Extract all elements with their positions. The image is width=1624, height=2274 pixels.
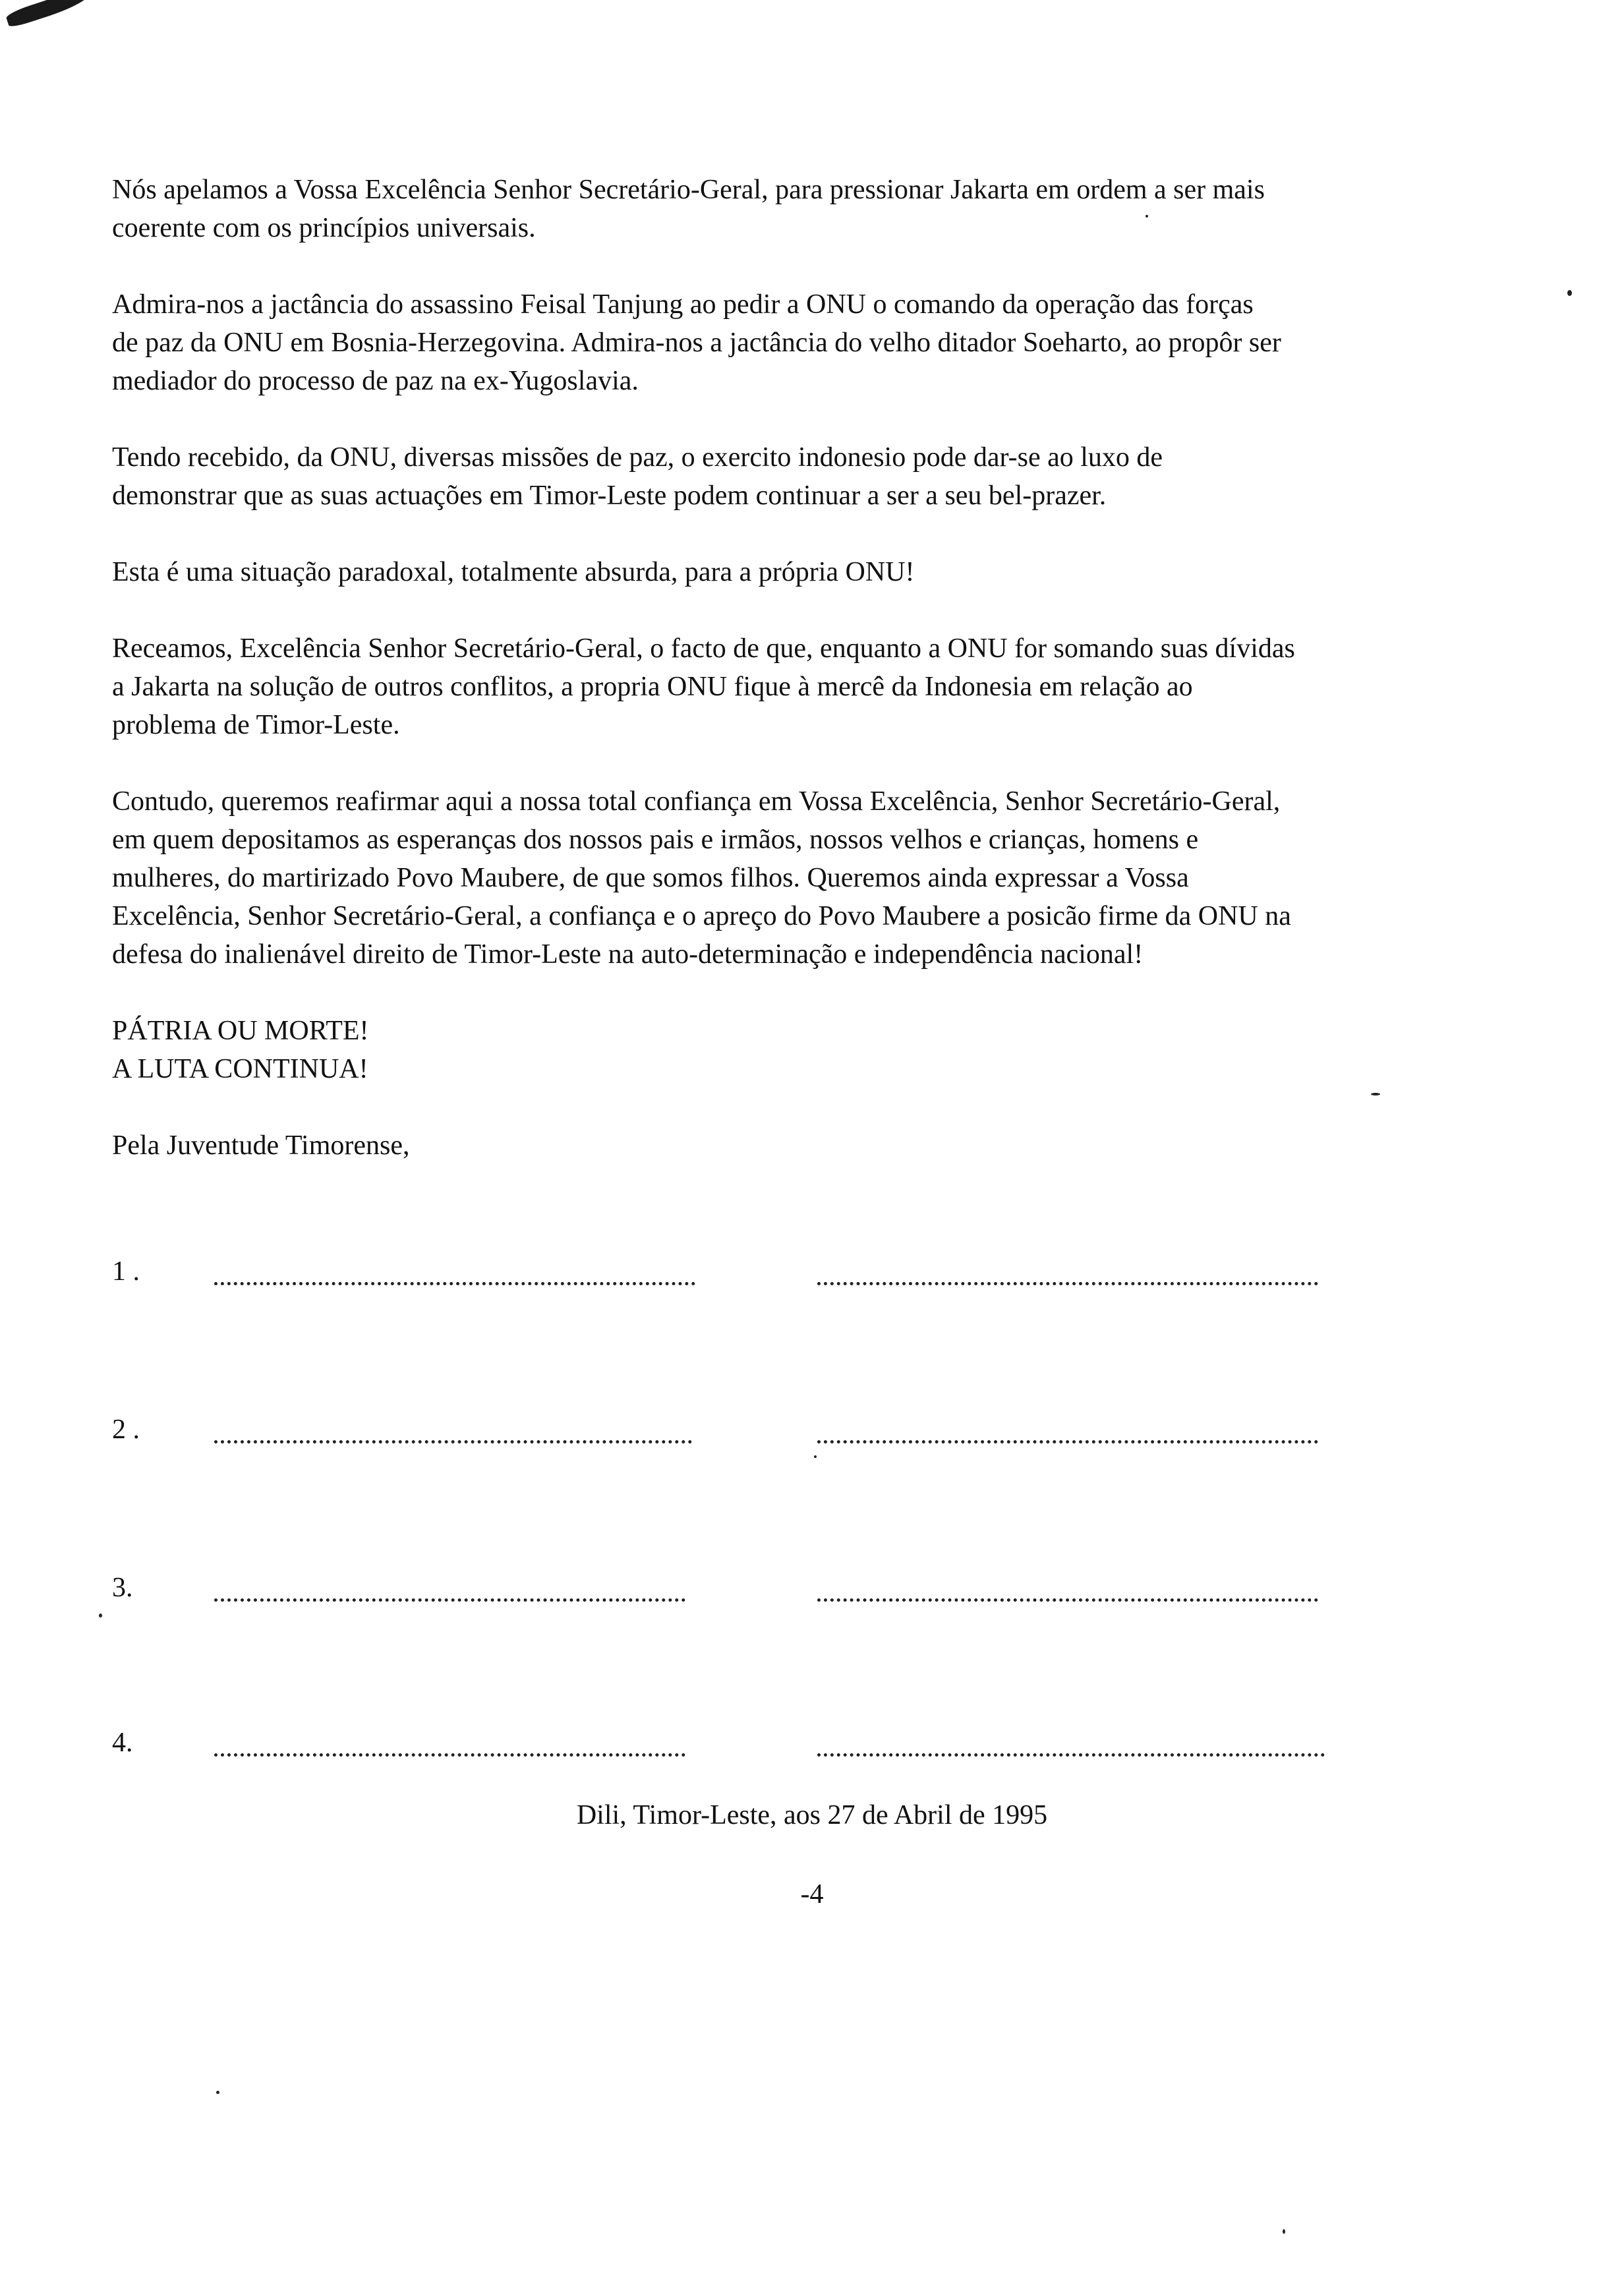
paragraph-line: coerente com os princípios universais. [112,213,536,243]
scan-speck [814,1455,817,1458]
letter-body [112,171,1443,1203]
paragraph-line: Contudo, queremos reafirmar aqui a nossa total confiança em Vossa Excelência, Senhor Secretário-Geral, [112,786,1281,817]
signature-line-right [817,1440,1318,1443]
paragraph-jactancia [112,285,1443,400]
signature-number: 4. [112,1728,133,1758]
signature-row [112,1256,1351,1295]
signature-line-right [817,1282,1318,1285]
signature-line-left [214,1440,692,1443]
paragraph-line: mediador do processo de paz na ex-Yugoslavia. [112,366,639,396]
scan-mark-top-left [5,0,91,28]
signature-row [112,1572,1351,1612]
signature-number: 1 . [112,1256,140,1287]
signature-line-left [214,1753,685,1757]
paragraph-line: Esta é uma situação paradoxal, totalmente absurda, para a própria ONU! [112,557,915,587]
paragraph-line: Tendo recebido, da ONU, diversas missões de paz, o exercito indonesio pode dar-se ao luxo de [112,442,1163,473]
paragraph-line: de paz da ONU em Bosnia-Herzegovina. Admira-nos a jactância do velho ditador Soeharto, ao propôr ser [112,328,1281,358]
paragraph-line: mulheres, do martirizado Povo Maubere, de que somos filhos. Queremos ainda expressar a Vossa [112,863,1189,893]
paragraph-missoes [112,438,1443,515]
slogan-line: PÁTRIA OU MORTE! [112,1016,369,1046]
paragraph-line: Nós apelamos a Vossa Excelência Senhor Secretário-Geral, para pressionar Jakarta em ordem a ser mais [112,175,1265,205]
paragraph-line: Receamos, Excelência Senhor Secretário-Geral, o facto de que, enquanto a ONU for somando suas dívidas [112,633,1295,664]
scan-speck [1567,290,1572,296]
paragraph-line: defesa do inalienável direito de Timor-Leste na auto-determinação e independência nacional! [112,939,1144,970]
signature-line-left [214,1598,685,1602]
scan-speck [1283,2229,1285,2234]
paragraph-appeal [112,171,1443,247]
paragraph-line: a Jakarta na solução de outros conflitos, a propria ONU fique à mercê da Indonesia em relação ao [112,672,1193,702]
paragraph-receamos [112,629,1443,744]
signature-line-right [817,1753,1325,1757]
paragraph-line: Excelência, Senhor Secretário-Geral, a confiança e o apreço do Povo Maubere a posicão firme da ONU na [112,901,1291,931]
paragraph-line: em quem depositamos as esperanças dos nossos pais e irmãos, nossos velhos e crianças, homens e [112,825,1199,855]
closing-line: Pela Juventude Timorense, [112,1130,410,1161]
page-number: -4 [800,1879,824,1910]
scan-speck [216,2091,219,2094]
closing-salutation [112,1126,1443,1165]
signature-number: 2 . [112,1414,140,1445]
paragraph-line: problema de Timor-Leste. [112,710,400,740]
paragraph-paradoxal [112,553,1443,591]
paragraph-line: demonstrar que as suas actuações em Timor-Leste podem continuar a ser a seu bel-prazer. [112,481,1107,511]
signature-row [112,1414,1351,1453]
paragraph-line: Admira-nos a jactância do assassino Feisal Tanjung ao pedir a ONU o comando da operação das forças [112,289,1254,320]
signature-number: 3. [112,1573,133,1603]
slogans [112,1012,1443,1088]
slogan-line: A LUTA CONTINUA! [112,1054,368,1084]
scan-speck [99,1614,102,1618]
signature-line-left [214,1282,695,1285]
signature-row [112,1727,1351,1766]
paragraph-contudo [112,782,1443,974]
signature-line-right [817,1598,1318,1602]
place-and-date: Dili, Timor-Leste, aos 27 de Abril de 1995 [576,1800,1048,1830]
